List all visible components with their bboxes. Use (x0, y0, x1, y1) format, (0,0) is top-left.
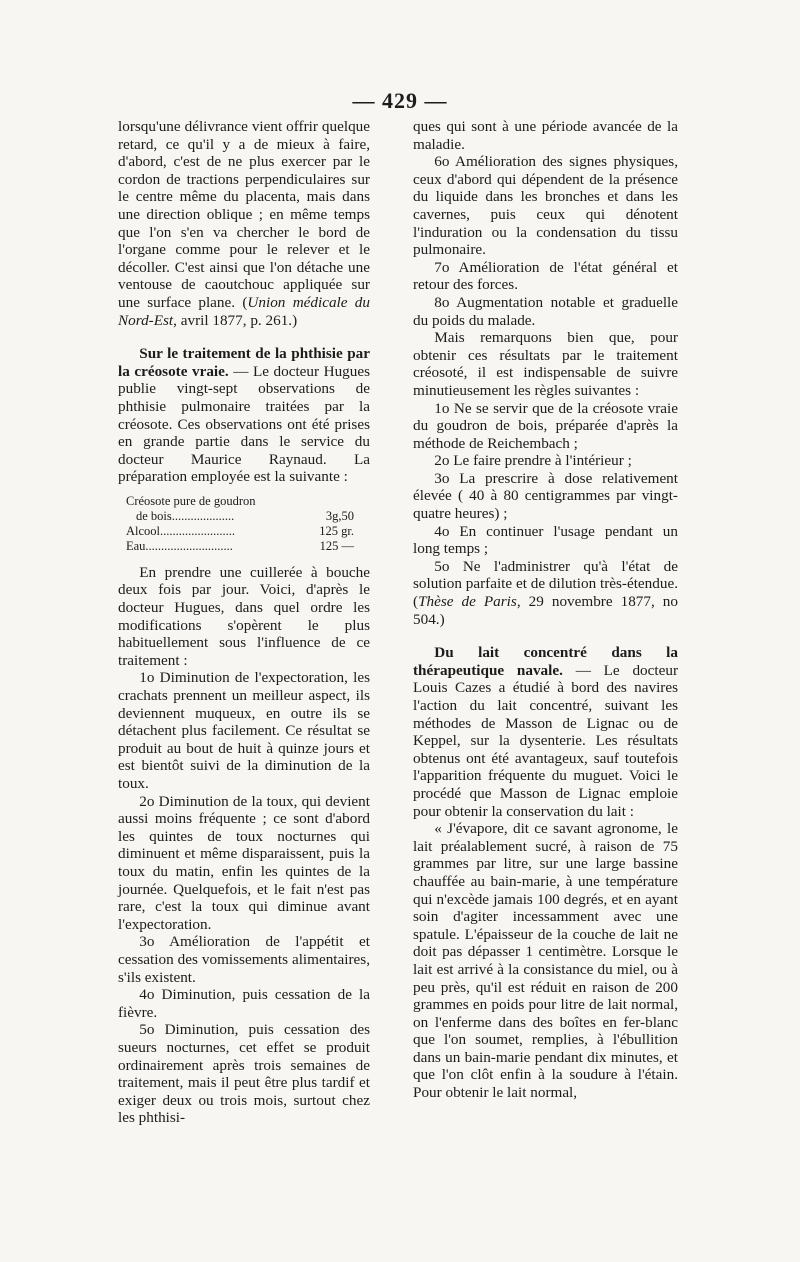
paragraph: 2o Le faire prendre à l'intérieur ; (434, 452, 632, 470)
paragraph: 2o Diminution de la toux, qui devient aussi moins fréquente ; ce sont d'abord les quintes de toux nocturnes qui diminuent et même disparaissent, puis la toux du matin, enfin les quintes de la journée. Quelquefois, et le fait n'est pas rare, c'est la toux qui diminue avant l'expectoration. (118, 792, 370, 933)
recipe-table (126, 494, 354, 554)
paragraph: 5o Diminution, puis cessation des sueurs nocturnes, cet effet se produit ordinairement après trois semaines de traitement, mais il peut être plus tardif et exiger deux ou trois mois, surtout chez les phthisi- (118, 1021, 370, 1127)
article-title-creosote: Sur le traitement de la phthisie par la créosote vraie. (118, 345, 370, 380)
recipe-row: Eau............................ 125 — (126, 538, 354, 553)
recipe-row: Créosote pure de goudron (126, 493, 256, 508)
paragraph: En prendre une cuillerée à bouche deux fois par jour. Voici, d'après le docteur Hugues, dans quel ordre les modifications s'opèrent le plus habituellement sous l'influence de ce traitement : (118, 563, 370, 669)
paragraph: ques qui sont à une période avancée de la maladie. (413, 118, 678, 153)
paragraph: 8o Augmentation notable et graduelle du poids du malade. (413, 293, 678, 329)
article-lait: Du lait concentré dans la thérapeutique navale. — Le docteur Louis Cazes a étudié à bord des navires l'action du lait concentré, suivant les méthodes de Masson de Lignac ou de Keppel, sur la dysenterie. Les résultats obtenus ont été avantageux, sauf toutefois l'apparition fréquente du muguet. Voici le procédé que Masson de Lignac emploie pour obtenir la conservation du lait : (413, 644, 678, 820)
paragraph: 3o La prescrire à dose relativement élevée ( 40 à 80 centigrammes par vingt-quatre heures) ; (413, 469, 678, 523)
recipe-row: de bois.................... 3g,50 (136, 508, 354, 523)
paragraph: Mais remarquons bien que, pour obtenir ces résultats par le traitement créosoté, il est indispensable de suivre minutieusement les règles suivantes : (413, 329, 678, 399)
left-column (118, 118, 370, 1127)
paragraph: 3o Amélioration de l'appétit et cessation des vomissements alimentaires, s'ils existent. (118, 933, 370, 986)
paragraph: 4o En continuer l'usage pendant un long temps ; (413, 522, 678, 558)
paragraph: 5o Ne l'administrer qu'à l'état de solution parfaite et de dilution très-étendue. (Thèse de Paris, 29 novembre 1877, no 504.) (413, 557, 678, 628)
article-creosote: Sur le traitement de la phthisie par la créosote vraie. — Le docteur Hugues publie vingt-sept observations de phthisie pulmonaire traitées par la créosote. Ces observations ont été prises en grande partie dans le service du docteur Maurice Raynaud. La préparation employée est la suivante : (118, 345, 370, 486)
paragraph: 1o Diminution de l'expectoration, les crachats prennent un meilleur aspect, ils deviennent muqueux, en outre ils se détachent plus facilement. Ce résultat se produit au bout de huit à quinze jours et est bientôt suivi de la diminution de la toux. (118, 669, 370, 792)
paragraph: 1o Ne se servir que de la créosote vraie du goudron de bois, préparée d'après la méthode de Reichembach ; (413, 399, 678, 452)
recipe-row: Alcool........................ 125 gr. (126, 523, 354, 538)
right-column (413, 118, 678, 1102)
intro-paragraph: lorsqu'une délivrance vient offrir quelque retard, ce qu'il y a de mieux à faire, d'abord, c'est de ne plus exercer par le cordon de tractions perpendiculaires sur le centre même du placenta, mais dans une direction oblique ; en même temps que l'on s'en va chercher le bord de l'organe comme pour le relever et le décoller. C'est ainsi que l'on détache une ventouse de caoutchouc appliquée sur une surface plane. (Union médicale du Nord-Est, avril 1877, p. 261.) (118, 118, 370, 329)
page-number: — 429 — (352, 88, 448, 113)
citation-thesis: Thèse de Paris (418, 593, 517, 611)
article-title-lait: Du lait concentré dans la thérapeutique navale. (413, 644, 678, 679)
paragraph: 4o Diminution, puis cessation de la fièvre. (118, 986, 370, 1021)
quote-paragraph: « J'évapore, dit ce savant agronome, le lait préalablement sucré, à raison de 75 grammes par litre, sur une large bassine chauffée au bain-marie, à une température qui n'excède jamais 100 degrés, et en ayant soin d'agiter incessamment avec une spatule. L'épaisseur de la couche de lait ne doit pas dépasser 1 centimètre. Lorsque le lait est arrivé à la consistance du miel, ou à peu près, qu'il est réduit en raison de 200 grammes en poids pour litre de lait normal, on l'enferme dans des boîtes en fer-blanc que l'on soumet, remplies, à l'ébullition dans un bain-marie pendant dix minutes, et que l'on clôt enfin à la soudure à l'étain. Pour obtenir le lait normal, (413, 820, 678, 1102)
paragraph: 7o Amélioration de l'état général et retour des forces. (413, 258, 678, 294)
citation-journal: Union médicale du Nord-Est (118, 293, 370, 329)
paragraph: 6o Amélioration des signes physiques, ceux d'abord qui dépendent de la présence du liquide dans les bronches et dans les cavernes, puis ceux qui dénotent l'induration ou la condensation du tissu pulmonaire. (413, 153, 678, 259)
